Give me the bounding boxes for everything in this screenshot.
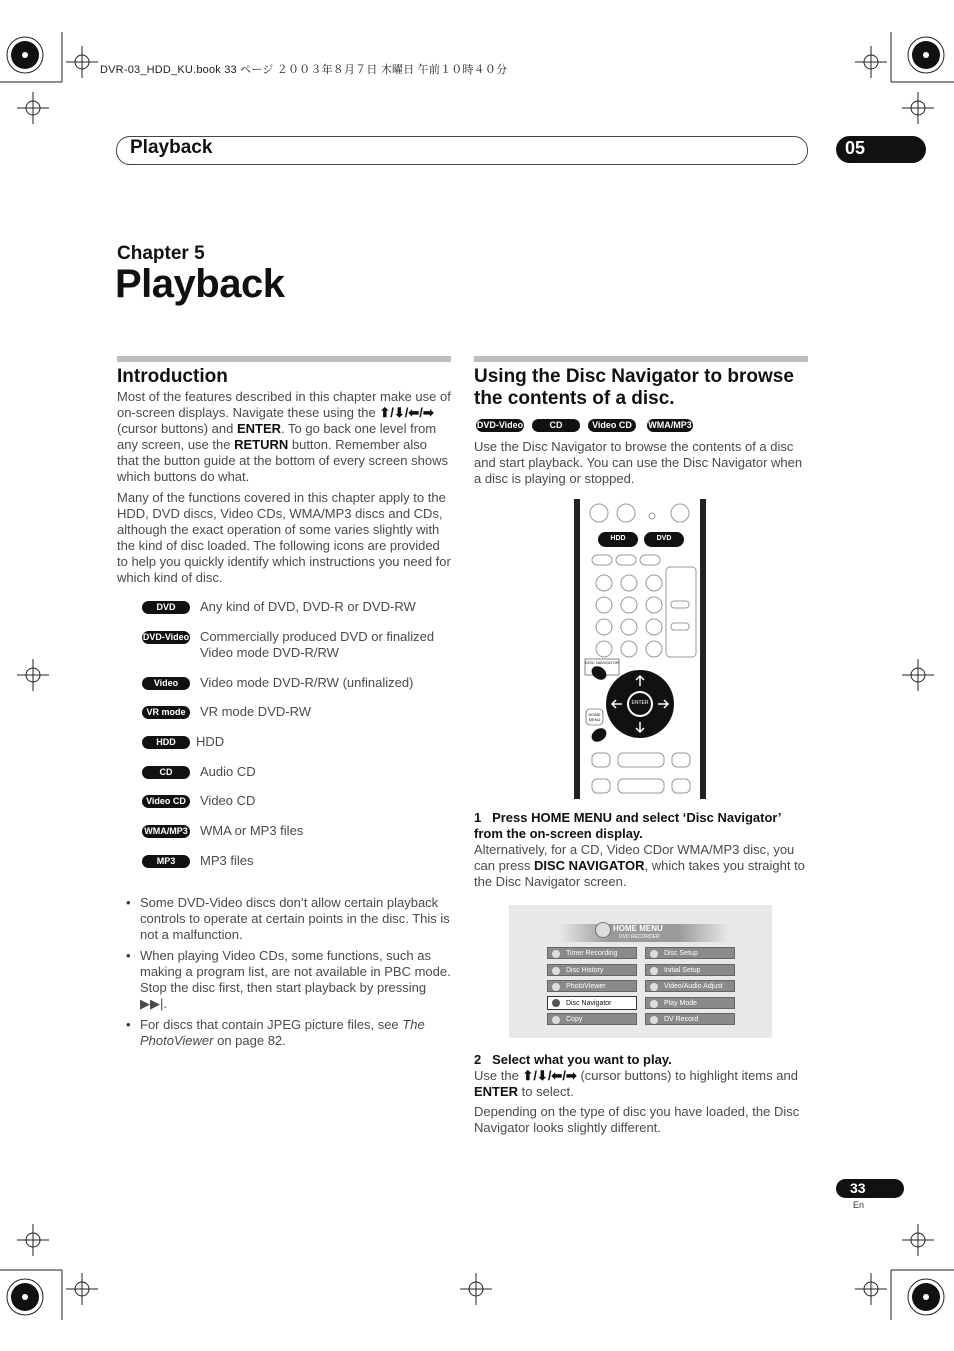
badge-dvd-video: DVD-Video bbox=[142, 632, 190, 642]
menu-item-disc-history[interactable]: Disc History bbox=[547, 964, 637, 976]
chapter-label: Chapter 5 bbox=[117, 243, 205, 264]
remote-enter-button: ENTER bbox=[631, 700, 649, 706]
icon-desc: WMA or MP3 files bbox=[200, 823, 304, 838]
menu-item-video-audio-adjust[interactable]: Video/Audio Adjust bbox=[645, 980, 735, 992]
badge-video-cd: Video CD bbox=[588, 419, 636, 432]
icon-desc: Audio CD bbox=[200, 764, 256, 779]
remote-home-menu-label: HOME MENU bbox=[588, 712, 601, 722]
menu-item-photoviewer[interactable]: PhotoViewer bbox=[547, 980, 637, 992]
menu-item-copy[interactable]: Copy bbox=[547, 1013, 637, 1025]
step-2-body: Use the ⬆/⬇/⬅/➡ (cursor buttons) to highlight items and ENTER to select. bbox=[474, 1068, 798, 1099]
print-info-line: DVR-03_HDD_KU.book 33 ページ ２００３年８月７日 木曜日 午前１０時４０分 bbox=[100, 64, 508, 76]
remote-hdd-button: HDD bbox=[610, 535, 626, 542]
icon-desc: HDD bbox=[196, 734, 225, 749]
badge-video-mode: Video mode bbox=[142, 677, 190, 690]
badge-dvd: DVD bbox=[142, 601, 190, 614]
intro-paragraph-2: Many of the functions covered in this chapter apply to the HDD, DVD discs, Video CDs, WMA/MP3 discs and CDs, although the exact operation of some varies slightly with the kind of disc loaded. The following icons are provided to help you quickly identify which instructions you need for which kind of disc. bbox=[117, 490, 451, 585]
chapter-title: Playback bbox=[115, 262, 285, 306]
disc-icon bbox=[595, 922, 611, 938]
badge-dvd-video: DVD-Video bbox=[476, 420, 524, 430]
disc-navigator-heading: Using the Disc Navigator to browse the contents of a disc. bbox=[474, 366, 794, 409]
home-menu-subtitle: DVD RECORDER bbox=[619, 934, 660, 940]
step-1-body: Alternatively, for a CD, Video CDor WMA/MP3 disc, you can press DISC NAVIGATOR, which takes you straight to the Disc Navigator screen. bbox=[474, 842, 805, 889]
step-1-title: 1 Press HOME MENU and select ‘Disc Navigator’ from the on-screen display. bbox=[474, 810, 781, 841]
icon-desc: MP3 files bbox=[200, 853, 254, 868]
badge-mp3: MP3 bbox=[142, 855, 190, 868]
list-item: • Some DVD-Video discs don’t allow certain playback controls to operate at certain points in the disc. This is not a malfunction. bbox=[126, 895, 451, 943]
remote-dvd-button: DVD bbox=[656, 535, 672, 542]
section-header-bar bbox=[116, 136, 808, 165]
badge-wma-mp3: WMA/MP3 bbox=[648, 420, 692, 430]
introduction-heading: Introduction bbox=[117, 366, 228, 387]
intro-paragraph-1: Most of the features described in this chapter make use of on-screen displays. Navigate these using the ⬆/⬇/⬅/➡ (cursor buttons) and ENTER. To go back one level from any screen, use the RETURN button. Remember also that the button guide at the bottom of every screen shows which buttons do what. bbox=[117, 389, 451, 484]
badge-wma-mp3: WMA/MP3 bbox=[142, 825, 190, 838]
disc-type-badges bbox=[476, 419, 716, 433]
menu-item-dv-record[interactable]: DV Record bbox=[645, 1013, 735, 1025]
remote-disc-navigator-label: DISC NAVIGATOR bbox=[585, 660, 619, 665]
remote-control-illustration bbox=[574, 499, 706, 799]
menu-item-disc-navigator[interactable]: Disc Navigator bbox=[547, 996, 637, 1010]
badge-hdd: HDD bbox=[142, 736, 190, 749]
page-number-pill bbox=[836, 1179, 904, 1198]
home-menu-screenshot bbox=[509, 905, 772, 1038]
menu-item-initial-setup[interactable]: Initial Setup bbox=[645, 964, 735, 976]
page-language: En bbox=[853, 1200, 865, 1210]
notes-list bbox=[126, 895, 451, 1054]
step-2-title: 2 Select what you want to play. bbox=[474, 1052, 672, 1067]
badge-cd: CD bbox=[532, 419, 580, 432]
badge-cd: CD bbox=[142, 766, 190, 779]
chapter-number: 05 bbox=[845, 138, 866, 158]
section-rule-right bbox=[474, 356, 808, 362]
list-item: • For discs that contain JPEG picture files, see The PhotoViewer on page 82. bbox=[126, 1017, 451, 1049]
page-number: 33 bbox=[850, 1180, 866, 1196]
icon-desc: Video mode DVD-R/RW (unfinalized) bbox=[200, 675, 414, 690]
icon-desc: Commercially produced DVD or finalized Video mode DVD-R/RW bbox=[200, 629, 435, 660]
icon-desc: Any kind of DVD, DVD-R or DVD-RW bbox=[200, 599, 416, 614]
remote-control-drawing bbox=[574, 499, 706, 799]
menu-item-play-mode[interactable]: Play Mode bbox=[645, 997, 735, 1009]
section-rule-left bbox=[117, 356, 451, 362]
menu-item-disc-setup[interactable]: Disc Setup bbox=[645, 947, 735, 959]
navigator-intro: Use the Disc Navigator to browse the contents of a disc and start playback. You can use the Disc Navigator when a disc is playing or stopped. bbox=[474, 439, 803, 486]
icon-desc: Video CD bbox=[200, 793, 256, 808]
menu-item-timer-recording[interactable]: Timer Recording bbox=[547, 947, 637, 959]
list-item: • When playing Video CDs, some functions, such as making a program list, are not available in PBC mode. Stop the disc first, then start playback by pressing ▶▶|. bbox=[126, 948, 451, 1012]
step-2-note: Depending on the type of disc you have loaded, the Disc Navigator looks slightly different. bbox=[474, 1104, 800, 1135]
badge-vr-mode: VR mode bbox=[142, 706, 190, 719]
badge-video-cd: Video CD bbox=[142, 795, 190, 808]
section-header-title: Playback bbox=[130, 137, 213, 158]
icon-desc: VR mode DVD-RW bbox=[200, 704, 312, 719]
home-menu-title: HOME MENU bbox=[613, 924, 663, 933]
